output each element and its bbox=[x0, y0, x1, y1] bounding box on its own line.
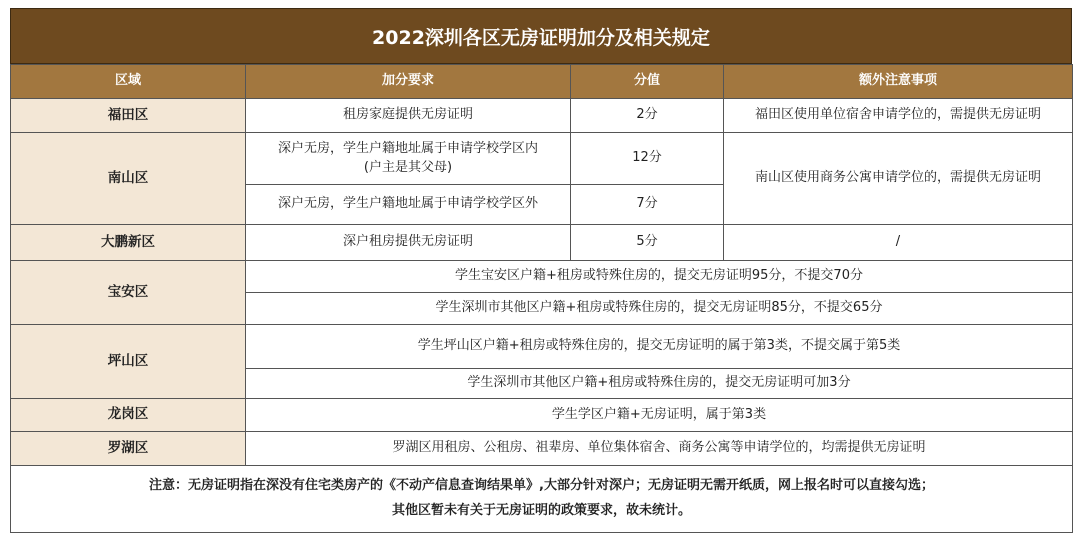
policy-table-container bbox=[10, 8, 1072, 533]
region-pingshan: 坪山区 bbox=[11, 325, 246, 399]
requirement-dapeng: 深户租房提供无房证明 bbox=[246, 225, 571, 261]
table-row-futian bbox=[11, 99, 1073, 133]
footer-note-row bbox=[11, 466, 1073, 533]
score-nanshan-2: 7分 bbox=[571, 185, 724, 225]
score-nanshan-1: 12分 bbox=[571, 133, 724, 185]
rule-pingshan-2: 学生深圳市其他区户籍+租房或特殊住房的，提交无房证明可加3分 bbox=[246, 369, 1073, 399]
note-nanshan: 南山区使用商务公寓申请学位的，需提供无房证明 bbox=[724, 133, 1073, 225]
table-row-nanshan-1 bbox=[11, 133, 1073, 185]
table-row-dapeng bbox=[11, 225, 1073, 261]
requirement-nanshan-2: 深户无房，学生户籍地址属于申请学校学区外 bbox=[246, 185, 571, 225]
rule-luohu: 罗湖区用租房、公租房、祖辈房、单位集体宿舍、商务公寓等申请学位的，均需提供无房证明 bbox=[246, 432, 1073, 466]
rule-pingshan-1: 学生坪山区户籍+租房或特殊住房的，提交无房证明的属于第3类，不提交属于第5类 bbox=[246, 325, 1073, 369]
score-dapeng: 5分 bbox=[571, 225, 724, 261]
table-row-luohu bbox=[11, 432, 1073, 466]
header-note: 额外注意事项 bbox=[724, 65, 1073, 99]
requirement-nanshan-1-line1: 深户无房，学生户籍地址属于申请学校学区内 bbox=[277, 140, 538, 156]
rule-baoan-2: 学生深圳市其他区户籍+租房或特殊住房的，提交无房证明85分，不提交65分 bbox=[246, 293, 1073, 325]
region-futian: 福田区 bbox=[11, 99, 246, 133]
table-row-baoan-1 bbox=[11, 261, 1073, 293]
table-row-pingshan-1 bbox=[11, 325, 1073, 369]
region-baoan: 宝安区 bbox=[11, 261, 246, 325]
footer-note bbox=[11, 466, 1073, 533]
requirement-nanshan-1 bbox=[246, 133, 571, 185]
policy-table bbox=[10, 64, 1073, 533]
score-futian: 2分 bbox=[571, 99, 724, 133]
header-row bbox=[11, 65, 1073, 99]
header-score: 分值 bbox=[571, 65, 724, 99]
note-dapeng: / bbox=[724, 225, 1073, 261]
region-nanshan: 南山区 bbox=[11, 133, 246, 225]
header-requirement: 加分要求 bbox=[246, 65, 571, 99]
region-dapeng: 大鹏新区 bbox=[11, 225, 246, 261]
table-row-longgang bbox=[11, 399, 1073, 432]
table-title: 2022深圳各区无房证明加分及相关规定 bbox=[10, 8, 1072, 64]
requirement-futian: 租房家庭提供无房证明 bbox=[246, 99, 571, 133]
rule-baoan-1: 学生宝安区户籍+租房或特殊住房的，提交无房证明95分，不提交70分 bbox=[246, 261, 1073, 293]
requirement-nanshan-1-line2: (户主是其父母) bbox=[363, 159, 453, 175]
region-longgang: 龙岗区 bbox=[11, 399, 246, 432]
rule-longgang: 学生学区户籍+无房证明，属于第3类 bbox=[246, 399, 1073, 432]
region-luohu: 罗湖区 bbox=[11, 432, 246, 466]
header-region: 区域 bbox=[11, 65, 246, 99]
note-futian: 福田区使用单位宿舍申请学位的，需提供无房证明 bbox=[724, 99, 1073, 133]
footer-note-line2: 其他区暂未有关于无房证明的政策要求，故未统计。 bbox=[391, 503, 691, 518]
footer-note-line1: 注意：无房证明指在深没有住宅类房产的《不动产信息查询结果单》,大部分针对深户；无房证明无需开纸质，网上报名时可以直接勾选； bbox=[149, 478, 934, 494]
